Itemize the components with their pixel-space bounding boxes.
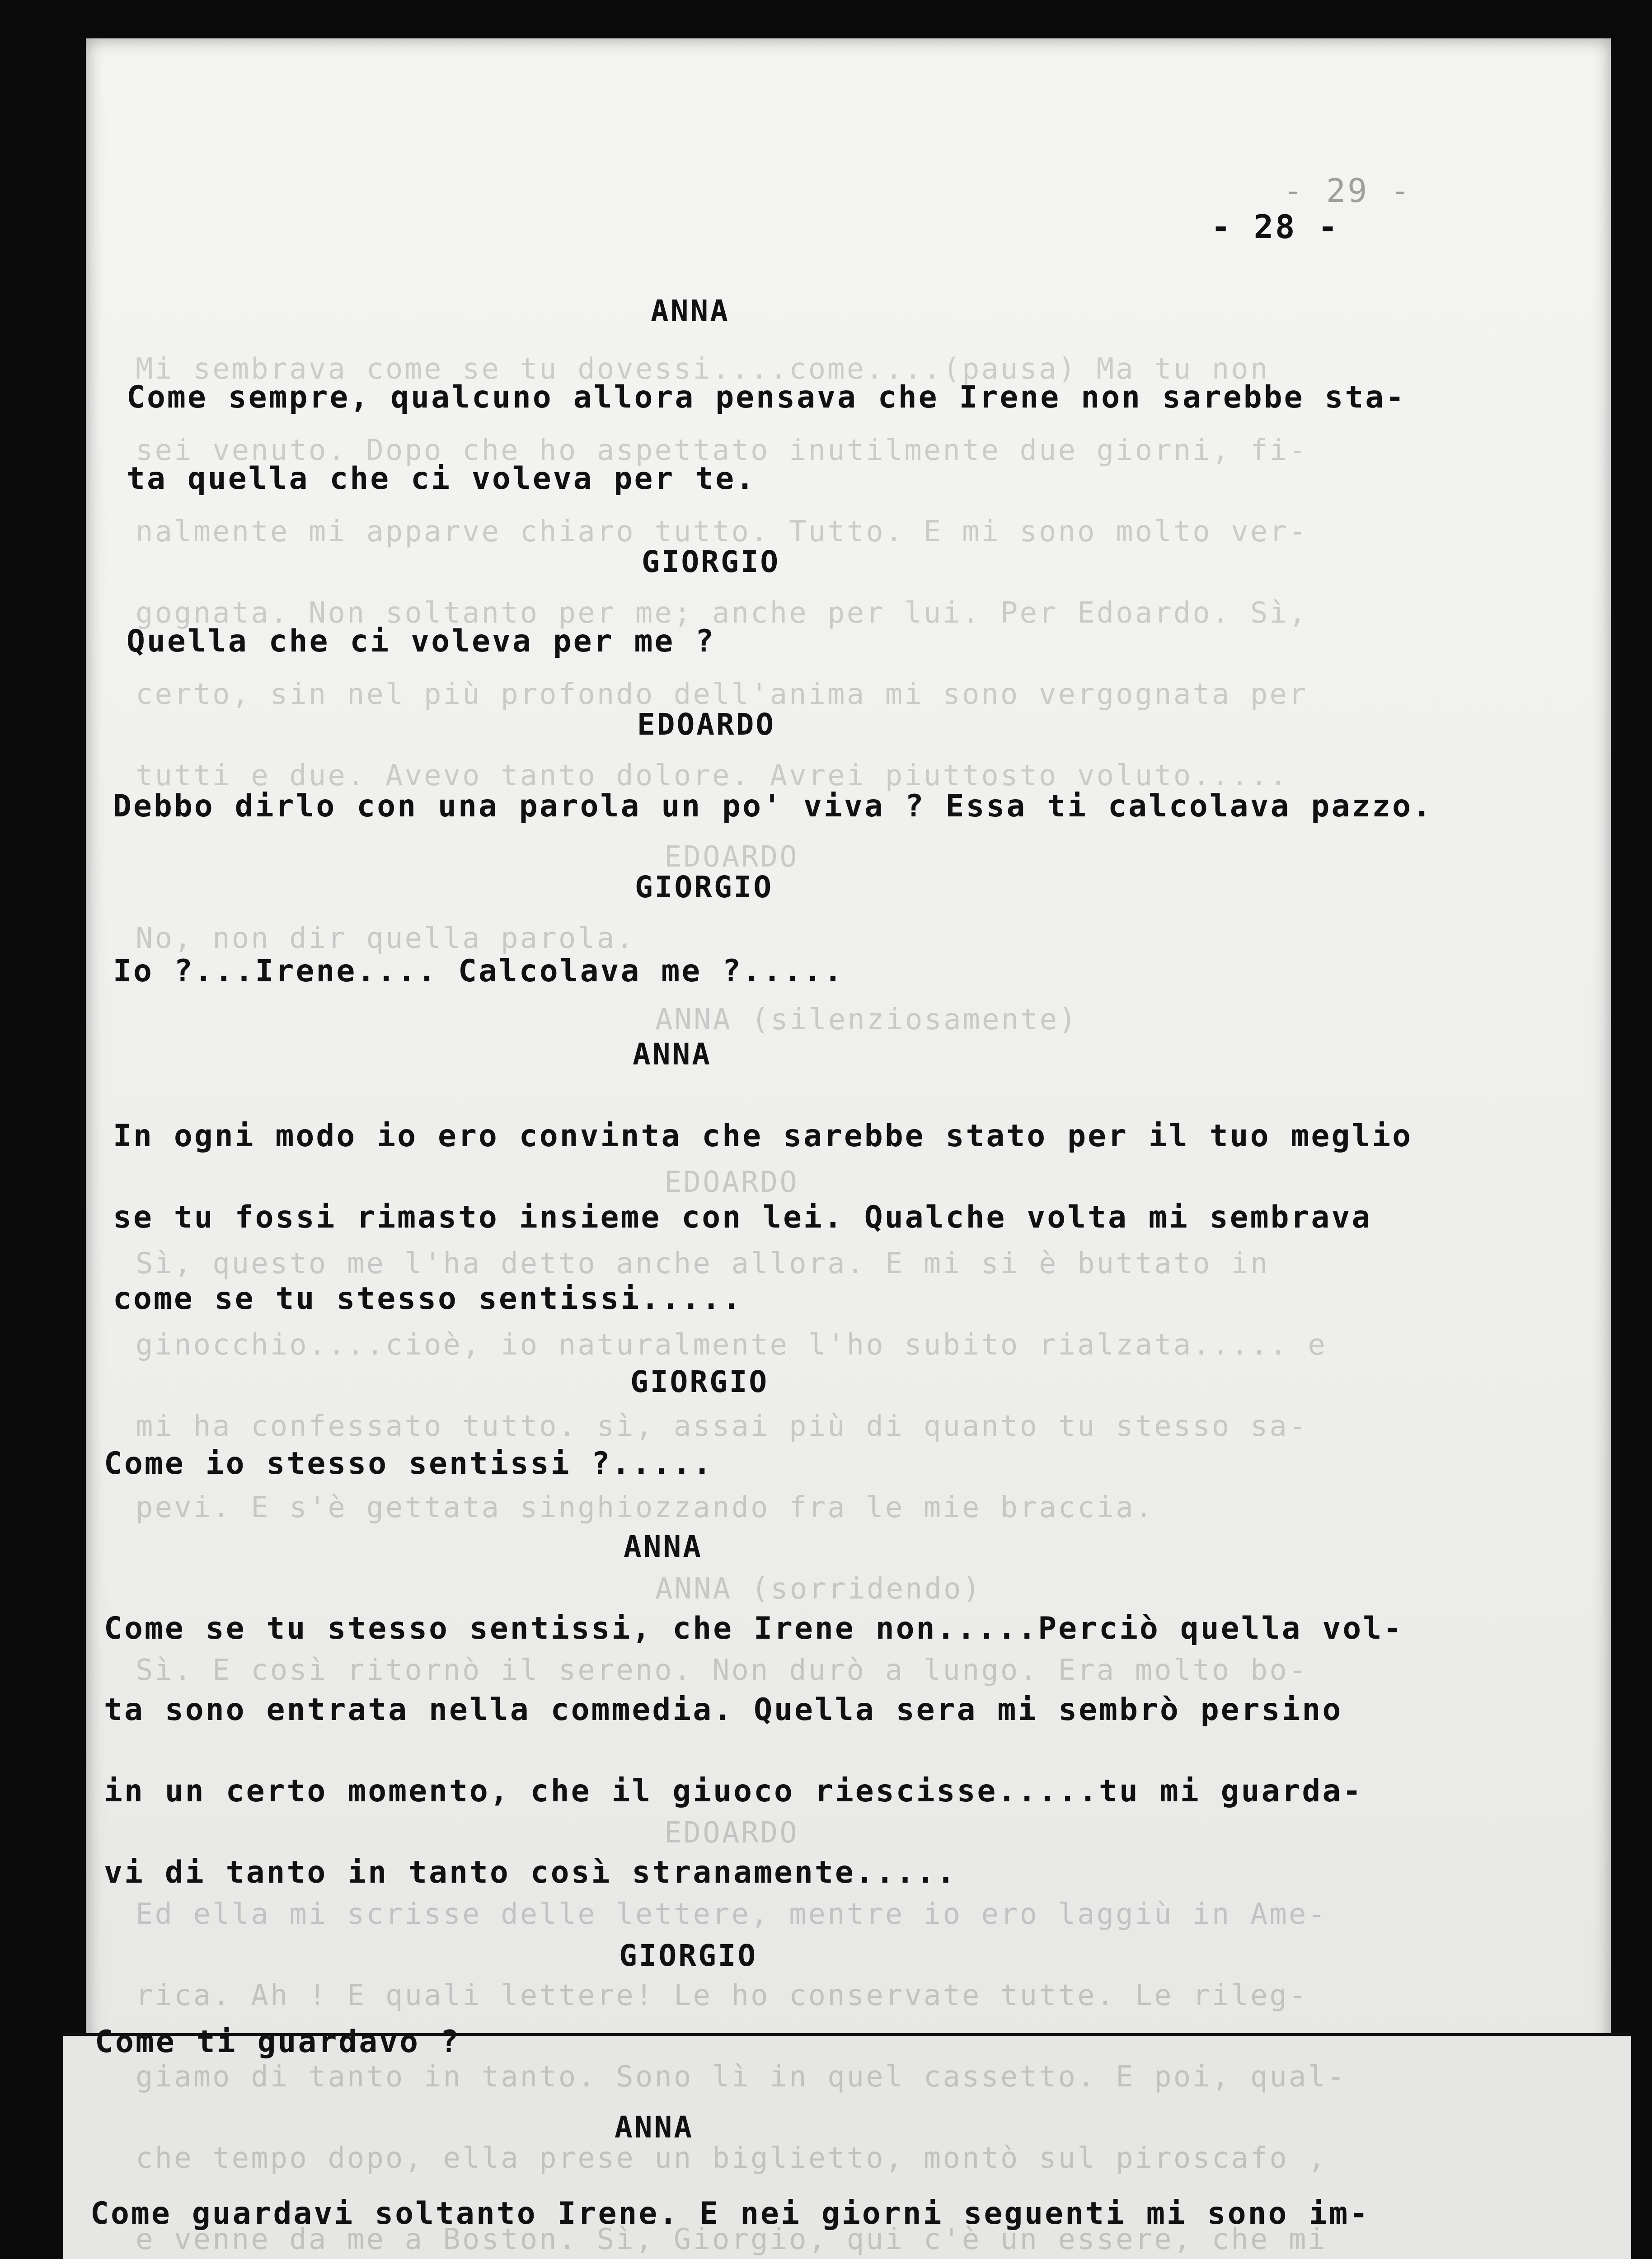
bleed-line: ginocchio....cioè, io naturalmente l'ho subito rialzata..... e — [136, 1328, 1327, 1362]
bleed-line: ANNA (sorridendo) — [655, 1572, 982, 1606]
bleed-line: EDOARDO — [664, 1166, 799, 1199]
page-number-bleed: - 29 - — [1283, 172, 1412, 210]
dialogue-line: Quella che ci voleva per me ? — [127, 623, 716, 659]
bleed-line: EDOARDO — [664, 840, 799, 874]
speaker-name: GIORGIO — [635, 870, 774, 905]
dialogue-line: ta quella che ci voleva per te. — [127, 461, 756, 497]
speaker-name: ANNA — [615, 2110, 694, 2145]
bleed-line: pevi. E s'è gettata singhiozzando fra le mie braccia. — [136, 1491, 1155, 1524]
bleed-line: e venne da me a Boston. Sì, Giorgio, qui c'è un essere, che mi — [136, 2223, 1327, 2256]
dialogue-line: Debbo dirlo con una parola un po' viva ? Essa ti calcolava pazzo. — [113, 788, 1433, 824]
dialogue-line: Come sempre, qualcuno allora pensava che Irene non sarebbe sta- — [127, 380, 1406, 415]
dialogue-line: ta sono entrata nella commedia. Quella sera mi sembrò persino — [104, 1692, 1343, 1728]
dialogue-line: Come guardavi soltanto Irene. E nei giorni seguenti mi sono im- — [90, 2196, 1370, 2231]
dialogue-line: se tu fossi rimasto insieme con lei. Qualche volta mi sembrava — [113, 1200, 1372, 1235]
dialogue-line: Io ?...Irene.... Calcolava me ?..... — [113, 953, 844, 989]
speaker-name: GIORGIO — [630, 1364, 769, 1399]
bleed-line: Sì. E così ritornò il sereno. Non durò a lungo. Era molto bo- — [136, 1654, 1308, 1687]
bleed-line: Mi sembrava come se tu dovessi....come....(pausa) Ma tu non — [136, 352, 1270, 386]
bleed-line: No, non dir quella parola. — [136, 922, 635, 955]
dialogue-line: Come ti guardavo ? — [95, 2024, 460, 2060]
speaker-name: GIORGIO — [642, 544, 780, 579]
page-number: - 28 - — [1211, 208, 1340, 246]
bleed-line: nalmente mi apparve chiaro tutto. Tutto. E mi sono molto ver- — [136, 515, 1308, 548]
speaker-name: GIORGIO — [619, 1938, 758, 1973]
dialogue-line: vi di tanto in tanto così stranamente..... — [104, 1855, 957, 1890]
dialogue-line: Come se tu stesso sentissi, che Irene non.....Perciò quella vol- — [104, 1611, 1404, 1646]
bleed-line: che tempo dopo, ella prese un biglietto, montò sul piroscafo , — [136, 2142, 1327, 2175]
bleed-line: Ed ella mi scrisse delle lettere, mentre io ero laggiù in Ame- — [136, 1898, 1327, 1931]
dialogue-line: In ogni modo io ero convinta che sarebbe stato per il tuo meglio — [113, 1118, 1413, 1154]
bleed-line: Sì, questo me l'ha detto anche allora. E mi si è buttato in — [136, 1247, 1270, 1280]
speaker-name: EDOARDO — [637, 707, 776, 742]
speaker-name: ANNA — [624, 1529, 703, 1564]
bleed-line: tutti e due. Avevo tanto dolore. Avrei piuttosto voluto..... — [136, 759, 1289, 792]
bleed-line: gognata. Non soltanto per me; anche per lui. Per Edoardo. Sì, — [136, 596, 1308, 630]
bleed-line: EDOARDO — [664, 1816, 799, 1850]
bleed-line: certo, sin nel più profondo dell'anima mi sono vergognata per — [136, 678, 1308, 711]
bleed-line: ANNA (silenziosamente) — [655, 1003, 1078, 1036]
speaker-name: ANNA — [651, 294, 730, 328]
bleed-line: sei venuto. Dopo che ho aspettato inutilmente due giorni, fi- — [136, 434, 1308, 467]
bleed-line: giamo di tanto in tanto. Sono lì in quel cassetto. E poi, qual- — [136, 2060, 1347, 2094]
bleed-line: mi ha confessato tutto. sì, assai più di quanto tu stesso sa- — [136, 1410, 1308, 1443]
speaker-name: ANNA — [633, 1037, 712, 1072]
dialogue-line: come se tu stesso sentissi..... — [113, 1281, 743, 1317]
bleed-line: rica. Ah ! E quali lettere! Le ho conservate tutte. Le rileg- — [136, 1979, 1308, 2012]
dialogue-line: in un certo momento, che il giuoco riescisse.....tu mi guarda- — [104, 1773, 1363, 1809]
dialogue-line: Come io stesso sentissi ?..... — [104, 1446, 713, 1481]
